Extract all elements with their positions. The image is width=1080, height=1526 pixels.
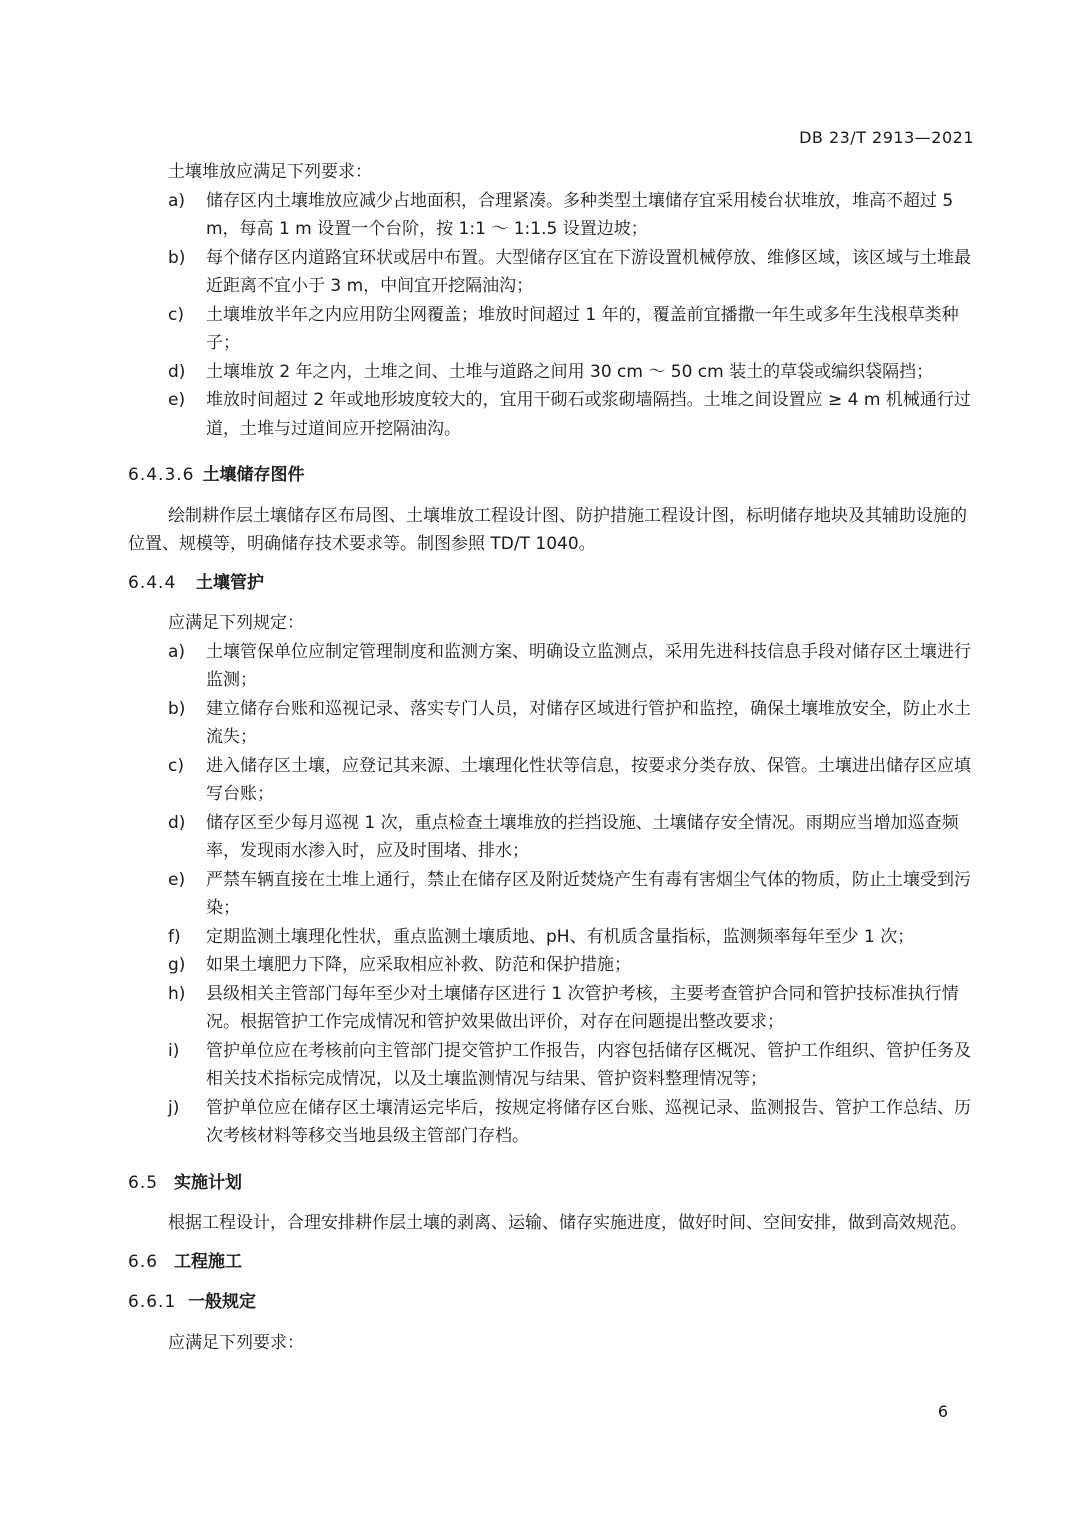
section-title: 土壤储存图件 [202,465,305,485]
section-number: 6.4.4 [128,572,177,593]
list-item [128,358,978,387]
document-id: DB 23/T 2913—2021 [799,128,974,147]
list-item [128,187,978,244]
section-heading-6-4-4 [128,569,978,598]
list-marker: f) [168,926,181,947]
list-item [128,1094,978,1151]
list-item [128,980,978,1037]
section-title: 一般规定 [188,1292,256,1312]
list-item [128,752,978,809]
list-item-text: 土壤堆放 2 年之内，土堆之间、土堆与道路之间用 30 cm ～ 50 cm 装土的草袋或编织袋隔挡； [206,361,934,382]
section-heading-6-6 [128,1248,978,1277]
section-title: 实施计划 [174,1172,242,1193]
document-body [128,158,978,1357]
list-item-text: 储存区内土壤堆放应减少占地面积，合理紧凑。多种类型土壤储存宜采用棱台状堆放，堆高不超过 5 m，每高 1 m 设置一个台阶，按 1:1 ～ 1:1.5 设置边坡； [206,190,954,239]
list-marker: b) [168,247,186,268]
list-marker: e) [168,390,186,410]
list-item-text: 管护单位应在储存区土壤清运完毕后，按规定将储存区台账、巡视记录、监测报告、管护工作总结、历次考核材料等移交当地县级主管部门存档。 [206,1097,971,1146]
list-item-text: 每个储存区内道路宜环状或居中布置。大型储存区宜在下游设置机械停放、维修区域，该区域与土堆最近距离不宜小于 3 m，中间宜开挖隔油沟； [206,247,971,296]
list-item [128,1037,978,1094]
section-title: 土壤管护 [196,572,264,593]
section-heading-6-6-1 [128,1288,978,1317]
section-paragraph: 根据工程设计，合理安排耕作层土壤的剥离、运输、储存实施进度，做好时间、空间安排，做到高效规范。 [168,1213,967,1233]
list-marker: g) [168,955,186,975]
list-item-text: 进入储存区土壤，应登记其来源、土壤理化性状等信息，按要求分类存放、保管。土壤进出储存区应填写台账； [206,755,971,804]
page-number: 6 [937,1402,948,1421]
list-item-text: 建立储存台账和巡视记录、落实专门人员，对储存区域进行管护和监控，确保土壤堆放安全，防止水土流失； [206,698,971,747]
list-marker: a) [168,641,186,662]
list-item-text: 如果土壤肥力下降，应采取相应补救、防范和保护措施； [206,955,631,975]
management-list [128,638,978,1151]
list-marker: d) [168,812,186,833]
list-marker: j) [168,1097,180,1118]
list-marker: e) [168,869,186,890]
list-item-text: 土壤堆放半年之内应用防尘网覆盖；堆放时间超过 1 年的，覆盖前宜播撒一年生或多年生浅根草类种子； [206,304,959,353]
list-item [128,923,978,952]
section-heading-6-4-3-6 [128,461,978,490]
section-heading-6-5 [128,1169,978,1198]
list-item-text: 土壤管保单位应制定管理制度和监测方案、明确设立监测点，采用先进科技信息手段对储存区土壤进行监测； [206,641,971,690]
stack-requirements-list [128,187,978,444]
list-marker: b) [168,698,186,719]
list-marker: i) [168,1040,180,1061]
list-item [128,244,978,301]
list-marker: a) [168,190,186,211]
section-number: 6.6 [128,1251,159,1272]
stack-requirements-lead: 土壤堆放应满足下列要求： [168,162,372,182]
list-item-text: 定期监测土壤理化性状，重点监测土壤质地、pH、有机质含量指标，监测频率每年至少 1 次； [206,926,915,947]
list-item [128,809,978,866]
section-paragraph: 绘制耕作层土壤储存区布局图、土壤堆放工程设计图、防护措施工程设计图，标明储存地块及其辅助设施的位置、规模等，明确储存技术要求等。制图参照 TD/T 1040。 [128,505,967,554]
list-item [128,638,978,695]
general-rules-lead: 应满足下列要求： [168,1332,304,1353]
list-marker: d) [168,361,186,382]
list-item-text: 管护单位应在考核前向主管部门提交管护工作报告，内容包括储存区概况、管护工作组织、管护任务及相关技术指标完成情况，以及土壤监测情况与结果、管护资料整理情况等； [206,1040,971,1089]
section-number: 6.5 [128,1172,159,1193]
list-item-text: 严禁车辆直接在土堆上通行，禁止在储存区及附近焚烧产生有毒有害烟尘气体的物质，防止土壤受到污染； [206,869,971,918]
list-item [128,301,978,358]
list-item [128,951,978,980]
list-marker: c) [168,755,184,776]
section-title: 工程施工 [174,1251,242,1272]
list-marker: c) [168,304,184,325]
management-lead: 应满足下列规定： [168,613,304,633]
section-number: 6.6.1 [128,1292,177,1312]
list-item-text: 县级相关主管部门每年至少对土壤储存区进行 1 次管护考核，主要考查管护合同和管护技标准执行情况。根据管护工作完成情况和管护效果做出评价，对存在问题提出整改要求； [206,983,959,1032]
list-item-text: 堆放时间超过 2 年或地形坡度较大的，宜用干砌石或浆砌墙隔挡。土堆之间设置应 ≥ 4 m 机械通行过道，土堆与过道间应开挖隔油沟。 [206,390,971,439]
list-item [128,866,978,923]
list-marker: h) [168,983,186,1004]
list-item-text: 储存区至少每月巡视 1 次，重点检查土壤堆放的拦挡设施、土壤储存安全情况。雨期应当增加巡查频率，发现雨水渗入时，应及时围堵、排水； [206,812,959,861]
section-number: 6.4.3.6 [128,465,195,485]
list-item [128,386,978,443]
list-item [128,695,978,752]
